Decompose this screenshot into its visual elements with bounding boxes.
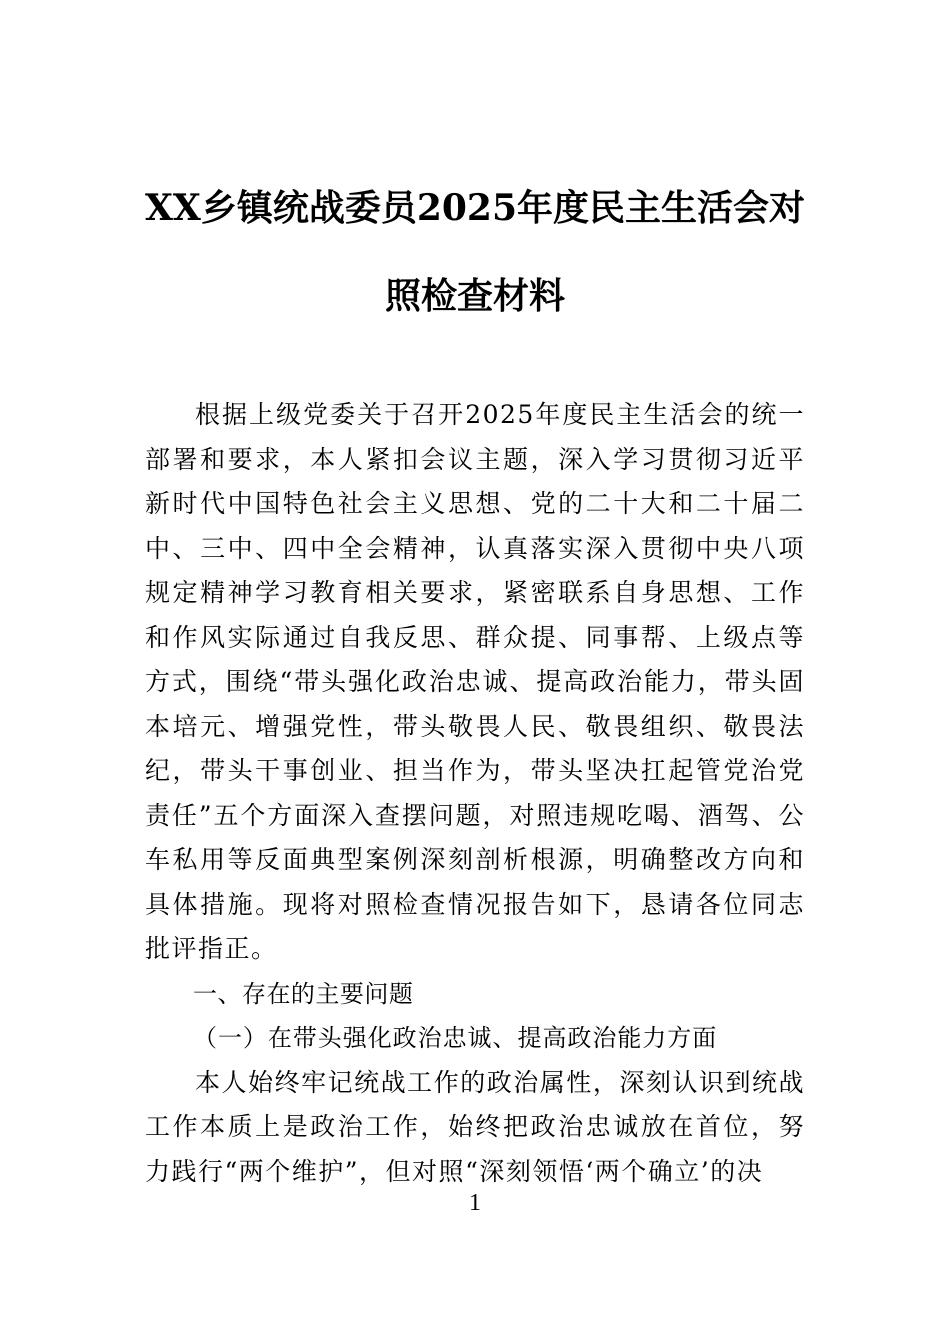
subsection-heading: （一）在带头强化政治忠诚、提高政治能力方面 <box>193 1024 718 1052</box>
page-number: 1 <box>469 1190 481 1216</box>
section-paragraph: 本人始终牢记统战工作的政治属性，深刻认识到统战工作本质上是政治工作，始终把政治忠诚放在首位，努力践行“两个维护”，但对照“深刻领悟‘两个确立’的决 <box>145 1067 805 1186</box>
document-title-line-1: XX乡镇统战委员2025年度民主生活会对 <box>144 187 806 229</box>
document-title <box>120 164 830 340</box>
document-body <box>145 393 805 1194</box>
document-title-line-2: 照检查材料 <box>384 275 565 317</box>
section-heading: 一、存在的主要问题 <box>193 979 414 1008</box>
intro-paragraph: 根据上级党委关于召开2025年度民主生活会的统一部署和要求，本人紧扣会议主题，深入学习贯彻习近平新时代中国特色社会主义思想、党的二十大和二十届二中、三中、四中全会精神，认真落实深入贯彻中央八项规定精神学习教育相关要求，紧密联系自身思想、工作和作风实际通过自我反思、群众提、同事帮、上级点等方式，围绕“带头强化政治忠诚、提高政治能力，带头固本培元、增强党性，带头敬畏人民、敬畏组织、敬畏法纪，带头干事创业、担当作为，带头坚决扛起管党治党责任”五个方面深入查摆问题，对照违规吃喝、酒驾、公车私用等反面典型案例深刻剖析根源，明确整改方向和具体措施。现将对照检查情况报告如下，恳请各位同志批评指正。 <box>145 400 805 963</box>
